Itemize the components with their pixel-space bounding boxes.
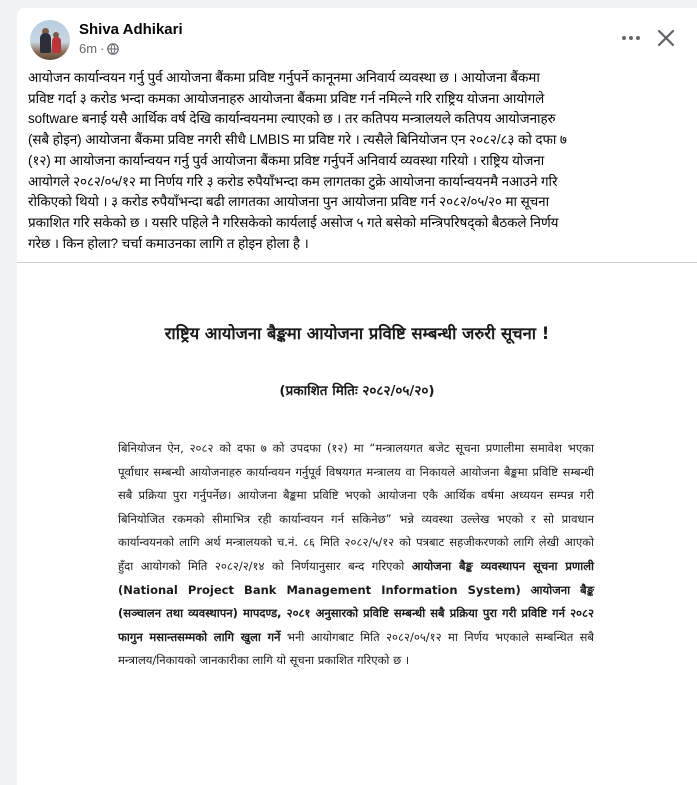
post-header xyxy=(17,8,697,68)
post-time[interactable]: 6m xyxy=(79,41,98,56)
more-horizontal-icon xyxy=(622,36,626,40)
author-name[interactable]: Shiva Adhikari xyxy=(79,21,183,38)
post-text: आयोजन कार्यान्वयन गर्नु पुर्व आयोजना बैंकमा प्रविष्ट गर्नुपर्ने कानूनमा अनिवार्य व्यवस्था छ । आयोजना बैंकमा प्रविष्ट गर्दा ३ करोड भन्दा कमका आयोजनाहरु आयोजना बैंकमा प्रविष्ट गर्न नमिल्ने गरि राष्ट्रिय योजना आयोगले software बनाई यसै आर्थिक वर्ष देखि कार्यान्वयनमा ल्याएको छ । तर कतिपय मन्त्रालयले कतिपय आयोजनाहरु (सबै होइन) आयोजना बैंकमा प्रविष्ट नगरी सीधै LMBIS मा प्रविष्ट गरे । त्यसैले बिनियोजन एन २०८२/८३ को दफा ७ (१२) मा आयोजना कार्यान्वयन गर्नु पुर्व आयोजना बैंकमा प्रविष्ट गर्नुपर्ने अनिवार्य व्यवस्था गरियो । राष्ट्रिय योजना आयोगले २०८२/०५/१२ मा निर्णय गरि ३ करोड रुपैयाँभन्दा कम लागतका टुक्रे आयोजना कार्यान्वयनमै नआउने गरि रोकिएको थियो । ३ करोड रुपैयाँभन्दा बढी लागतका आयोजना पुन आयोजना प्रविष्ट गर्न २०८२/०५/२० मा सूचना प्रकाशित गरि सकेको छ । यसरि पहिले नै गरिसकेको कार्यलाई असोज ५ गते बसेको मन्त्रिपरिषद्को बैठकले निर्णय गरेछ । किन होला? चर्चा कमाउनका लागि त होइन होला है । xyxy=(28,70,567,251)
notice-date: (प्रकाशित मितिः २०८२/०५/२०) xyxy=(279,383,435,399)
notice-body-bold: आयोजना बैङ्क व्यवस्थापन सूचना प्रणाली (National Project Bank Management Information System) आयोजना बैङ्क (सञ्चालन तथा व्यवस्थापन) मापदण्ड, २०८१ अनुसारको प्रविष्टि सम्बन्धी सबै प्रक्रिया पुरा गरी प्रविष्टि गर्न २०८२ फागुन मसान्तसम्मको लागि खुला गर्ने xyxy=(118,558,595,644)
post-meta xyxy=(79,41,119,56)
notice-body-part1: बिनियोजन ऐन, २०८२ को दफा ७ को उपदफा (१२) मा “मन्त्रालयगत बजेट सूचना प्रणालीमा समावेश भएका पूर्वाधार सम्बन्धी आयोजनाहरु कार्यान्वयन गर्नुपूर्व विषयगत मन्त्रालय वा निकायले आयोजना बैङ्कमा प्रविष्टि सम्बन्धी सबै प्रक्रिया पुरा गर्नुपर्नेछ। आयोजना बैङ्कमा प्रविष्टि भएको आयोजना एकै आर्थिक वर्षमा अध्ययन सम्पन्न गरी बिनियोजित रकमको सीमाभित्र रही कार्यान्वयन गर्न सकिनेछ” भन्ने व्यवस्था उल्लेख भएको र सो प्रावधान कार्यान्वयनको लागि अर्थ मन्त्रालयको च.नं. ८६ मिति २०८२/५/१२ को पत्रबाट सहजीकरणको लागि लेखी आएको हुँदा आयोगको मिति २०८२/२/१४ को निर्णयानुसार बन्द गरिएको xyxy=(118,441,594,573)
notice-title: राष्ट्रिय आयोजना बैङ्कमा आयोजना प्रविष्टि सम्बन्धी जरुरी सूचना ! xyxy=(164,324,550,343)
notice-image[interactable] xyxy=(17,263,697,785)
notice-body xyxy=(118,437,594,673)
more-options-button[interactable] xyxy=(617,28,645,48)
author-avatar[interactable] xyxy=(30,20,70,60)
meta-separator: · xyxy=(100,41,105,56)
post-card xyxy=(17,8,697,785)
close-icon[interactable] xyxy=(655,27,677,49)
globe-icon xyxy=(107,43,119,55)
notice-body-part2: भनी आयोगबाट मिति २०८२/०५/१२ मा निर्णय भएकाले सम्बन्धित सबै मन्त्रालय/निकायको जानकारीका लागि यो सूचना प्रकाशित गरिएको छ । xyxy=(118,629,594,668)
